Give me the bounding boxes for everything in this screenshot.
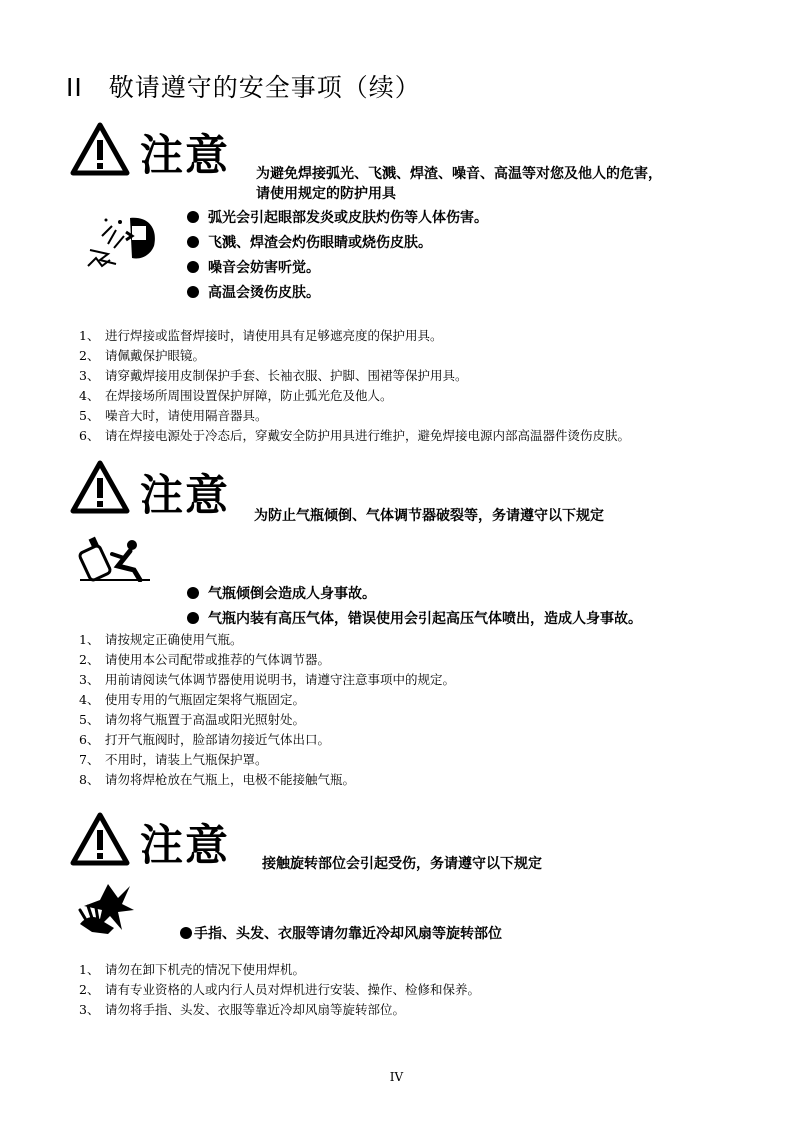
rule-item: 2、 请有专业资格的人或内行人员对焊机进行安装、操作、检修和保养。 xyxy=(79,982,481,997)
hazard-bullet-list xyxy=(187,204,488,304)
hazard-bullet: 手指、头发、衣服等请勿靠近冷却风扇等旋转部位 xyxy=(180,920,502,945)
intro-line: 为防止气瓶倾倒、气体调节器破裂等，务请遵守以下规定 xyxy=(254,508,604,524)
rule-list xyxy=(79,326,630,446)
rule-item: 7、 不用时，请装上气瓶保护罩。 xyxy=(79,752,268,767)
hazard-bullet-list xyxy=(187,580,642,630)
bullet-dot-icon xyxy=(187,261,199,273)
warning-label: 注意 xyxy=(140,131,230,181)
hazard-bullet: 噪音会妨害听觉。 xyxy=(187,254,488,279)
rule-item: 4、 在焊接场所周围设置保护屏障，防止弧光危及他人。 xyxy=(79,388,393,403)
rule-item: 6、 请在焊接电源处于冷态后，穿戴安全防护用具进行维护，避免焊接电源内部高温器件烫伤皮肤。 xyxy=(79,428,631,443)
rule-item: 6、 打开气瓶阀时，脸部请勿接近气体出口。 xyxy=(79,732,331,747)
bullet-dot-icon xyxy=(180,927,192,939)
rule-item: 3、 请穿戴焊接用皮制保护手套、长袖衣服、护脚、围裙等保护用具。 xyxy=(79,368,468,383)
rule-item: 3、 请勿将手指、头发、衣服等靠近冷却风扇等旋转部位。 xyxy=(79,1002,406,1017)
warning-triangle-icon xyxy=(70,122,130,176)
bullet-dot-icon xyxy=(187,286,199,298)
rule-item: 3、 用前请阅读气体调节器使用说明书，请遵守注意事项中的规定。 xyxy=(79,672,456,687)
rule-list xyxy=(79,630,455,790)
hazard-bullet: 气瓶倾倒会造成人身事故。 xyxy=(187,580,642,605)
rule-item: 2、 请佩戴保护眼镜。 xyxy=(79,348,206,363)
rule-item: 1、 请勿在卸下机壳的情况下使用焊机。 xyxy=(79,962,306,977)
warning-triangle-icon xyxy=(70,812,130,866)
bullet-dot-icon xyxy=(187,211,199,223)
warning-label: 注意 xyxy=(140,471,230,521)
hazard-bullet: 飞溅、焊渣会灼伤眼睛或烧伤皮肤。 xyxy=(187,229,488,254)
rule-item: 5、 噪音大时，请使用隔音器具。 xyxy=(79,408,268,423)
hazard-bullet: 弧光会引起眼部发炎或皮肤灼伤等人体伤害。 xyxy=(187,204,488,229)
rule-item: 4、 使用专用的气瓶固定架将气瓶固定。 xyxy=(79,692,306,707)
hazard-bullet: 气瓶内装有高压气体，错误使用会引起高压气体喷出，造成人身事故。 xyxy=(187,605,642,630)
bullet-dot-icon xyxy=(187,587,199,599)
hazard-bullet-list xyxy=(180,920,502,945)
rotating-fan-hand-icon xyxy=(78,880,136,936)
warning-label: 注意 xyxy=(140,821,230,871)
bullet-dot-icon xyxy=(187,236,199,248)
intro-line: 请使用规定的防护用具 xyxy=(256,186,396,202)
gas-cylinder-falling-icon xyxy=(78,536,152,582)
intro-line: 接触旋转部位会引起受伤，务请遵守以下规定 xyxy=(262,856,542,872)
page-number: IV xyxy=(389,1070,404,1084)
section-intro xyxy=(256,164,662,204)
rule-item: 8、 请勿将焊枪放在气瓶上，电极不能接触气瓶。 xyxy=(79,772,356,787)
rule-item: 1、 请按规定正确使用气瓶。 xyxy=(79,632,243,647)
page-title: II 敬请遵守的安全事项（续） xyxy=(66,73,421,102)
intro-line: 为避免焊接弧光、飞溅、焊渣、噪音、高温等对您及他人的危害， xyxy=(256,166,662,182)
welding-arc-icon xyxy=(86,210,160,272)
rule-item: 2、 请使用本公司配带或推荐的气体调节器。 xyxy=(79,652,331,667)
rule-item: 1、 进行焊接或监督焊接时，请使用具有足够遮亮度的保护用具。 xyxy=(79,328,443,343)
rule-list xyxy=(79,960,480,1020)
bullet-dot-icon xyxy=(187,612,199,624)
rule-item: 5、 请勿将气瓶置于高温或阳光照射处。 xyxy=(79,712,306,727)
hazard-bullet: 高温会烫伤皮肤。 xyxy=(187,279,488,304)
section-intro xyxy=(254,506,604,526)
section-intro xyxy=(262,854,542,874)
warning-triangle-icon xyxy=(70,460,130,514)
